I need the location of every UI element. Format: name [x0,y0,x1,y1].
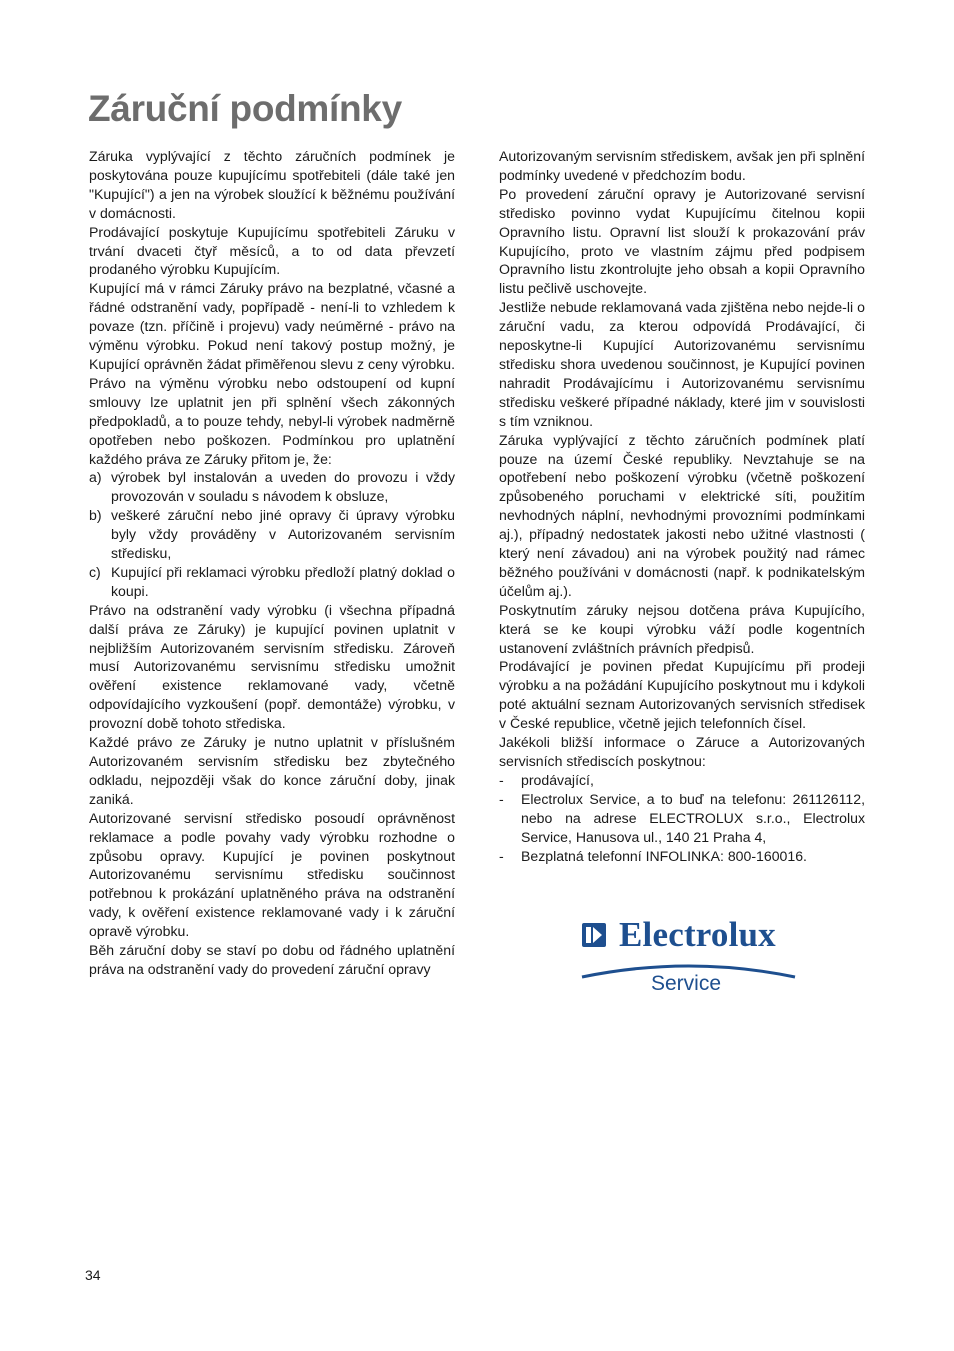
paragraph: Poskytnutím záruky nejsou dotčena práva Kupujícího, která se ke koupi výrobku váží podle kogentních ustanovení zvláštních právních předpisů. [499,601,865,656]
electrolux-service-logo [579,915,799,1000]
paragraph: Každé právo ze Záruky je nutno uplatnit v příslušném Autorizovaném servisním středisku bez zbytečného odkladu, nejpozději však do konce záruční doby, jinak zaniká. [89,734,455,807]
paragraph: Jestliže nebude reklamovaná vada zjištěna nebo nejde-li o záruční vadu, za kterou odpovídá Prodávající, či neposkytne-li Kupující Autorizovanému servisnímu středisku shora uvedenou součinnost, je Kupující povinen nahradit Prodávajícímu i Autorizovanému servisnímu středisku veškeré případné náklady, které jim v souvislosti s tím vzniknou. [499,299,865,429]
list-item-text: Bezplatná telefonní INFOLINKA: 800-160016. [521,847,807,864]
list-marker: b) [89,507,102,524]
page-number: 34 [85,1267,101,1283]
list-item [499,790,865,847]
list-marker: - [499,790,504,807]
brand-service-label: Service [651,972,722,995]
brand-wordmark: Electrolux [619,915,776,954]
paragraph: Autorizované servisní středisko posoudí oprávněnost reklamace a podle povahy vady výrobku rozhodne o způsobu opravy. Kupující je povinen poskytnout Autorizovanému servisnímu středisku součinnost potřebnou k prokázání uplatněného práva na odstranění vady, k ověření existence reklamované vady i k záruční opravě výrobku. [89,809,455,940]
conditions-list [89,468,455,600]
paragraph: Autorizovaným servisním střediskem, avšak jen při splnění podmínky uvedené v předchozím bodu. [499,148,865,183]
paragraph: Právo na odstranění vady výrobku (i všechna případná další práva ze Záruky) je kupující povinen uplatnit v nejbližším Autorizovaném servisním středisku. Zároveň musí Autorizovanému servisnímu středisku umožnit ověření existence reklamované vady, včetně odpovídajícího vyzkoušení (popř. demontáže) výrobku, v provozní době tohoto střediska. [89,601,455,732]
paragraph: Po provedení záruční opravy je Autorizované servisní středisko povinno vydat Kupujícímu čitelnou kopii Opravního listu. Opravní list slouží k prokazování práv Kupujícího, proto ve vlastním zájmu před podpisem Opravního listu zkontrolujte jeho obsah a kopii Opravního listu pečlivě uschovejte. [499,185,865,297]
list-item-text: Electrolux Service, a to buď na telefonu: 261126112, nebo na adrese ELECTROLUX s.r.o., Electrolux Service, Hanusova ul., 140 21 Praha 4, [521,790,865,845]
paragraph: Prodávající je povinen předat Kupujícímu při prodeji výrobku a na požádání Kupujícího poskytnout mu i kdykoli poté aktuální seznam Autorizovaných servisních středisek v České republice, včetně jejich telefonních čísel. [499,658,865,732]
list-marker: c) [89,563,101,580]
paragraph: Záruka vyplývající z těchto záručních podmínek je poskytována pouze kupujícímu spotřebiteli (dále také jen "Kupující") a jen na výrobek sloužící k běžnému používání v domácnosti. [89,148,455,221]
paragraph: Prodávající poskytuje Kupujícímu spotřebiteli Záruku v trvání dvaceti čtyř měsíců, a to od data převzetí prodaného výrobku Kupujícím. [89,223,455,278]
list-item-text: Kupující při reklamaci výrobku předloží platný doklad o koupi. [111,563,455,599]
left-column [89,147,455,979]
contacts-list [499,771,865,866]
list-item [89,506,455,563]
list-item [499,771,865,790]
paragraph: Běh záruční doby se staví po dobu od řádného uplatnění práva na odstranění vady do provedení záruční opravy [89,942,455,977]
list-marker: - [499,847,504,864]
list-marker: a) [89,469,102,486]
list-item-text: výrobek byl instalován a uveden do provozu i vždy provozován v souladu s návodem k obsluze, [111,469,455,505]
right-column [499,147,865,865]
page-title: Záruční podmínky [88,88,402,129]
list-item [499,847,865,866]
list-item [89,468,455,506]
paragraph: Záruka vyplývající z těchto záručních podmínek platí pouze na území České republiky. Nevztahuje se na opotřebení nebo poškození výrobku (včetně poškození způsobeného poruchami v elektrické síti, použitím nevhodných náplní, nevhodnými provozními podmínkami aj.), případný nedostatek jakosti nebo užitné vlastnosti ( který není závadou) ani na výrobek použitý nad rámec běžného používáni v domácnosti (např. k podnikatelským účelům aj.). [499,431,865,599]
list-marker: - [499,771,504,788]
list-item-text: prodávající, [521,771,594,788]
list-item-text: veškeré záruční nebo jiné opravy či úpravy výrobku byly vždy prováděny v Autorizovaném servisním středisku, [111,507,455,562]
list-item [89,563,455,601]
paragraph: Jakékoli bližší informace o Záruce a Autorizovaných servisních střediscích poskytnou: [499,734,865,769]
paragraph: Kupující má v rámci Záruky právo na bezplatné, včasné a řádné odstranění vady, popřípadě - není-li to vzhledem k povaze (tzn. příčině i projevu) vady neúměrné - právo na výměnu výrobku. Pokud není takový postup možný, je Kupující oprávněn žádat přiměřenou slevu z ceny výrobku. Právo na výměnu výrobku nebo odstoupení od kupní smlouvy lze uplatnit jen při splnění všech zákonných předpokladů, a to pouze tehdy, nebyl-li výrobek nadměrně opotřeben nebo poškozen. Podmínkou pro uplatnění každého práva ze Záruky přitom je, že: [89,280,455,467]
